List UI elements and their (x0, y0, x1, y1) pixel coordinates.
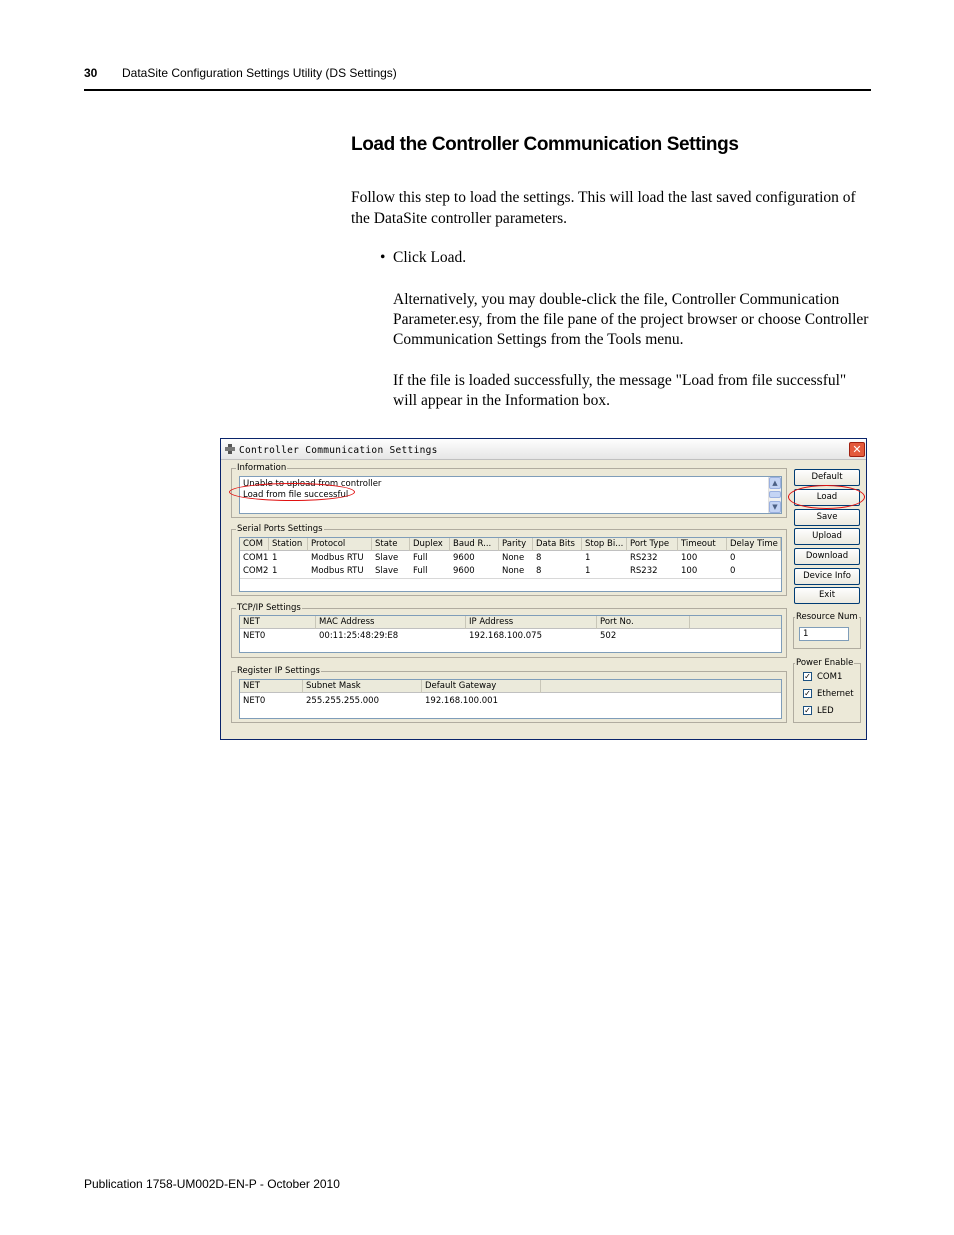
com1-label: COM1 (817, 672, 843, 682)
cell: 0 (730, 553, 736, 563)
column-header[interactable]: COM (240, 538, 269, 551)
scroll-down-icon[interactable]: ▼ (769, 501, 781, 513)
cell: 00:11:25:48:29:E8 (319, 631, 399, 641)
cell: 1 (585, 566, 591, 576)
column-header[interactable]: IP Address (466, 616, 597, 629)
column-header[interactable]: Subnet Mask (303, 680, 422, 693)
led-checkbox[interactable]: ✓ (804, 706, 811, 715)
cell: None (502, 566, 525, 576)
cell: Modbus RTU (311, 553, 364, 563)
load-button-highlight (788, 485, 865, 509)
cell: 8 (536, 566, 542, 576)
cell: 9600 (453, 566, 475, 576)
download-button[interactable]: Download (794, 548, 860, 565)
save-button[interactable]: Save (794, 509, 860, 526)
cell: 9600 (453, 553, 475, 563)
serial-ports-group (231, 524, 787, 596)
cell: Full (413, 566, 428, 576)
upload-button[interactable]: Upload (794, 528, 860, 545)
scrollbar-track (240, 578, 781, 579)
resource-num-label: Resource Num (796, 612, 858, 622)
tcpip-group (231, 603, 787, 658)
column-header[interactable]: Default Gateway (422, 680, 541, 693)
publication-footer: Publication 1758-UM002D-EN-P - October 2010 (84, 1177, 340, 1191)
close-icon[interactable]: ✕ (849, 442, 865, 457)
cell: Slave (375, 566, 399, 576)
cell: 192.168.100.001 (425, 696, 499, 706)
info-scrollbar[interactable] (768, 477, 781, 513)
register-ip-table[interactable] (239, 679, 782, 719)
ethernet-label: Ethernet (817, 689, 854, 699)
led-label: LED (817, 706, 834, 716)
result-paragraph: If the file is loaded successfully, the message "Load from file successful" will appear in the Information box. (393, 372, 847, 409)
column-header[interactable]: Stop Bi... (582, 538, 627, 551)
resource-num-input[interactable]: 1 (799, 627, 849, 641)
scroll-up-icon[interactable]: ▲ (769, 477, 781, 489)
dialog-title: Controller Communication Settings (239, 445, 438, 456)
cell: RS232 (630, 553, 658, 563)
column-header[interactable]: Station (269, 538, 308, 551)
register-table-header (240, 680, 781, 693)
default-button[interactable]: Default (794, 469, 860, 486)
cell: 502 (600, 631, 617, 641)
com1-checkbox[interactable]: ✓ (804, 672, 811, 681)
cell: 8 (536, 553, 542, 563)
cell: Modbus RTU (311, 566, 364, 576)
cell: NET0 (243, 631, 266, 641)
column-header[interactable]: MAC Address (316, 616, 466, 629)
header-rule (84, 89, 871, 91)
register-ip-group (231, 666, 787, 723)
tcpip-table[interactable] (239, 615, 782, 653)
cell: 1 (585, 553, 591, 563)
register-ip-label: Register IP Settings (237, 666, 320, 676)
cell: Full (413, 553, 428, 563)
load-button[interactable]: Load (794, 489, 860, 506)
scroll-thumb[interactable] (769, 491, 781, 498)
column-header[interactable]: Port No. (597, 616, 690, 629)
cell: 1 (272, 566, 278, 576)
power-enable-label: Power Enable (796, 658, 854, 668)
cell: 100 (681, 553, 698, 563)
cell: NET0 (243, 696, 266, 706)
serial-table-header (240, 538, 781, 551)
cell: Slave (375, 553, 399, 563)
column-header[interactable]: Port Type (627, 538, 678, 551)
serial-ports-label: Serial Ports Settings (237, 524, 323, 534)
cell: 255.255.255.000 (306, 696, 380, 706)
info-line: Unable to upload from controller (243, 479, 382, 489)
column-header[interactable]: NET (240, 680, 303, 693)
cell: COM2 (243, 566, 269, 576)
cell: 0 (730, 566, 736, 576)
intro-paragraph: Follow this step to load the settings. This will load the last saved configuration of the DataSite controller parameters. (351, 189, 856, 227)
column-header[interactable]: Baud R... (450, 538, 499, 551)
column-header[interactable]: Parity (499, 538, 533, 551)
dialog-title-bar (221, 439, 866, 460)
column-header[interactable]: State (372, 538, 410, 551)
tcpip-table-header (240, 616, 781, 629)
exit-button[interactable]: Exit (794, 587, 860, 604)
section-title: Load the Controller Communication Settings (351, 134, 739, 155)
cell: 192.168.100.075 (469, 631, 543, 641)
running-title: DataSite Configuration Settings Utility (DS Settings) (122, 66, 397, 80)
bullet-mark: • (380, 249, 386, 266)
alternative-paragraph: Alternatively, you may double-click the file, Controller Communication Parameter.esy, from the file pane of the project browser or choose Controller Communication Settings from the Tools menu. (393, 291, 869, 348)
cell: 1 (272, 553, 278, 563)
cell: 100 (681, 566, 698, 576)
controller-communication-dialog (220, 438, 867, 740)
column-header[interactable]: Data Bits (533, 538, 582, 551)
app-icon (225, 444, 235, 454)
column-header[interactable]: Timeout (678, 538, 727, 551)
column-header[interactable]: Protocol (308, 538, 372, 551)
cell: None (502, 553, 525, 563)
serial-ports-table[interactable] (239, 537, 782, 592)
info-line: Load from file successful (243, 490, 349, 500)
cell: COM1 (243, 553, 269, 563)
information-label: Information (237, 463, 287, 473)
cell: RS232 (630, 566, 658, 576)
column-header[interactable]: NET (240, 616, 316, 629)
column-header[interactable]: Delay Time (727, 538, 781, 551)
load-successful-highlight (229, 483, 355, 501)
column-header[interactable]: Duplex (410, 538, 450, 551)
device-info-button[interactable]: Device Info (794, 568, 860, 585)
bullet-item: Click Load. (393, 249, 467, 266)
page-number: 30 (84, 66, 98, 80)
tcpip-label: TCP/IP Settings (237, 603, 301, 613)
ethernet-checkbox[interactable]: ✓ (804, 689, 811, 698)
